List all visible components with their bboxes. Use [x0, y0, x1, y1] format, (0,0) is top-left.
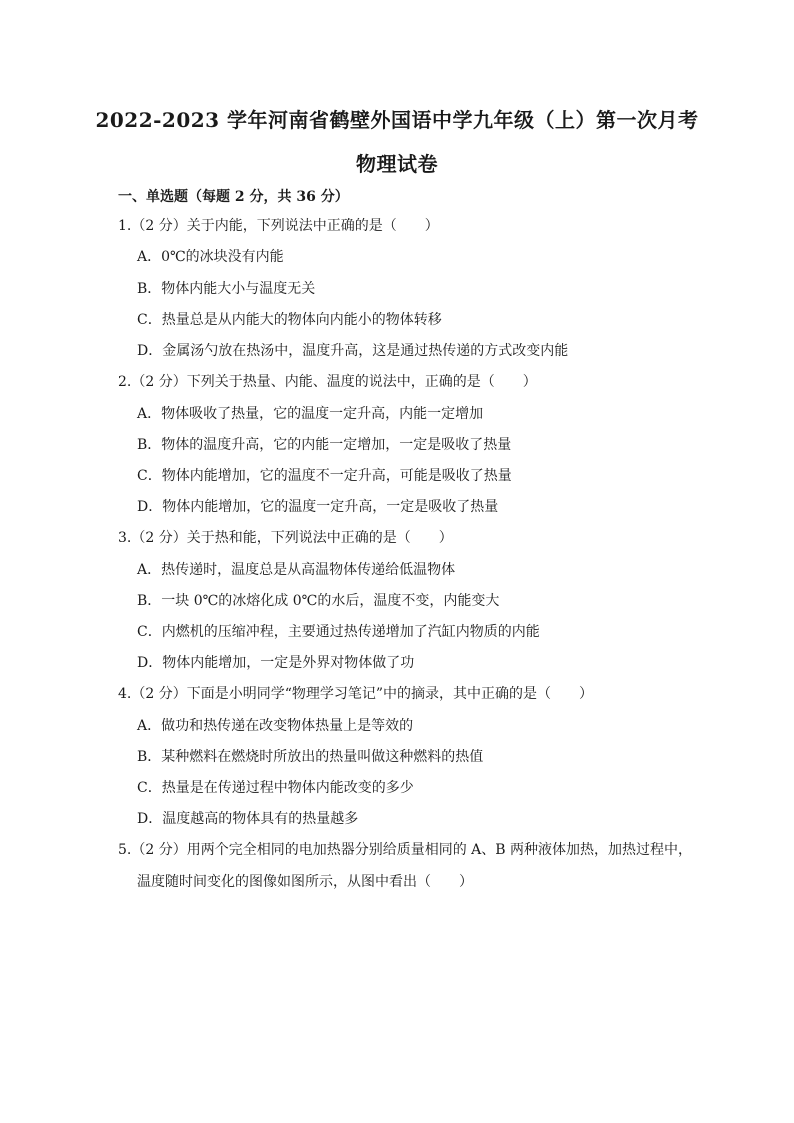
question-5-stem: 5.（2 分）用两个完全相同的电加热器分别给质量相同的 A、B 两种液体加热，加热过程中， [118, 842, 693, 858]
question-3-stem: 3.（2 分）关于热和能，下列说法中正确的是（ ） [118, 530, 453, 546]
question-2-option-c: C．物体内能增加，它的温度不一定升高，可能是吸收了热量 [137, 468, 512, 484]
question-2-option-a: A．物体吸收了热量，它的温度一定升高，内能一定增加 [137, 406, 484, 422]
question-3-option-b: B．一块 0℃的冰熔化成 0℃的水后，温度不变，内能变大 [137, 593, 500, 609]
question-3-option-a: A．热传递时，温度总是从高温物体传递给低温物体 [137, 562, 456, 578]
question-4-option-a: A．做功和热传递在改变物体热量上是等效的 [137, 718, 414, 734]
exam-title: 2022-2023 学年河南省鹤壁外国语中学九年级（上）第一次月考 [95, 108, 699, 132]
question-1-option-d: D．金属汤勺放在热汤中，温度升高，这是通过热传递的方式改变内能 [137, 343, 569, 359]
question-3-option-d: D．物体内能增加，一定是外界对物体做了功 [137, 655, 415, 671]
question-4-stem: 4.（2 分）下面是小明同学“物理学习笔记”中的摘录，其中正确的是（ ） [118, 686, 594, 702]
question-3-option-c: C．内燃机的压缩冲程，主要通过热传递增加了汽缸内物质的内能 [137, 624, 540, 640]
question-4-option-d: D．温度越高的物体具有的热量越多 [137, 811, 359, 827]
question-2-option-d: D．物体内能增加，它的温度一定升高，一定是吸收了热量 [137, 499, 499, 515]
question-4-option-c: C．热量是在传递过程中物体内能改变的多少 [137, 780, 414, 796]
question-1-option-b: B．物体内能大小与温度无关 [137, 281, 316, 297]
question-1-option-a: A．0℃的冰块没有内能 [137, 249, 284, 265]
question-5-stem-continuation: 温度随时间变化的图像如图所示，从图中看出（ ） [137, 874, 473, 890]
question-2-option-b: B．物体的温度升高，它的内能一定增加，一定是吸收了热量 [137, 437, 512, 453]
exam-subtitle: 物理试卷 [356, 152, 438, 176]
question-4-option-b: B．某种燃料在燃烧时所放出的热量叫做这种燃料的热值 [137, 749, 484, 765]
question-1-stem: 1.（2 分）关于内能，下列说法中正确的是（ ） [118, 218, 439, 234]
section-heading: 一、单选题（每题 2 分，共 36 分） [118, 189, 349, 205]
question-1-option-c: C．热量总是从内能大的物体向内能小的物体转移 [137, 312, 442, 328]
question-2-stem: 2.（2 分）下列关于热量、内能、温度的说法中，正确的是（ ） [118, 374, 537, 390]
